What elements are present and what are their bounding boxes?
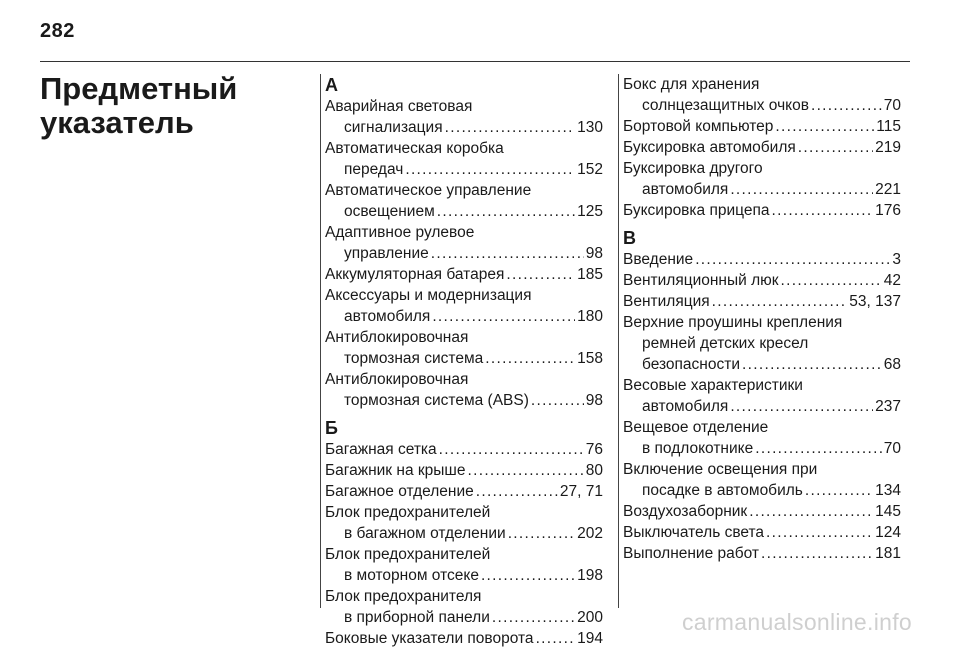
dot-leader: [431, 243, 584, 264]
index-entry-page: 194: [577, 630, 603, 647]
index-entry-label: Боковые указатели поворота: [325, 630, 534, 647]
index-entry: [325, 460, 603, 481]
index-entry: [623, 200, 901, 221]
index-entry: [325, 439, 603, 460]
index-entry-page: 176: [875, 202, 901, 219]
dot-leader: [742, 354, 882, 375]
index-entry-page: 180: [577, 308, 603, 325]
dot-leader: [476, 481, 558, 502]
index-entry-label: Вентиляция: [623, 293, 710, 310]
index-entry-page: 152: [577, 161, 603, 178]
index-entry-label: солнцезащитных очков: [642, 97, 809, 114]
index-entry-label: Багажная сетка: [325, 441, 437, 458]
index-entry-page: 124: [875, 524, 901, 541]
index-entry-label: Буксировка автомобиля: [623, 139, 796, 156]
index-entry-text: Антиблокировочная: [325, 329, 469, 346]
dot-leader: [771, 200, 873, 221]
index-entry-label: передач: [344, 161, 404, 178]
index-entry-text: ремней детских кресел: [642, 335, 809, 352]
dot-leader: [467, 460, 583, 481]
watermark: carmanualsonline.info: [681, 609, 912, 635]
index-entry-label: в багажном отделении: [344, 525, 506, 542]
index-entry-page: 202: [577, 525, 603, 542]
index-entry-page: 115: [876, 118, 901, 135]
index-entry: [325, 201, 603, 222]
index-entry-page: 219: [875, 139, 901, 156]
index-entry-text: Весовые характеристики: [623, 377, 803, 394]
dot-leader: [531, 390, 584, 411]
index-entry-page: 200: [577, 609, 603, 626]
index-column-1: [325, 74, 603, 649]
index-entry: [623, 501, 901, 522]
index-entry-page: 130: [577, 119, 603, 136]
index-entry-page: 42: [883, 272, 901, 289]
index-entry: [623, 270, 901, 291]
dot-leader: [492, 607, 575, 628]
index-entry-page: 181: [875, 545, 901, 562]
index-entry: [325, 306, 603, 327]
dot-leader: [761, 543, 873, 564]
index-entry-label: Вентиляционный люк: [623, 272, 779, 289]
index-entry: [325, 565, 603, 586]
index-entry-label: Выполнение работ: [623, 545, 760, 562]
dot-leader: [805, 480, 873, 501]
index-entry: [623, 116, 901, 137]
index-entry: [325, 523, 603, 544]
index-entry-text: Включение освещения при: [623, 461, 818, 478]
index-entry-page: 70: [883, 440, 901, 457]
index-entry: [325, 117, 603, 138]
dot-leader: [437, 201, 575, 222]
index-entry-text: Блок предохранителя: [325, 588, 482, 605]
index-entry-text: Вещевое отделение: [623, 419, 769, 436]
index-entry-page: 134: [875, 482, 901, 499]
index-entry: [623, 396, 901, 417]
dot-leader: [536, 628, 576, 649]
index-entry-label: автомобиля: [642, 181, 729, 198]
index-entry-text: Верхние проушины крепления: [623, 314, 843, 331]
index-entry: [623, 438, 901, 459]
index-entry: [623, 137, 901, 158]
index-entry-label: автомобиля: [344, 308, 431, 325]
index-entry: [325, 264, 603, 285]
index-entry-page: 76: [585, 441, 603, 458]
dot-leader: [755, 438, 882, 459]
index-entry-label: безопасности: [642, 356, 740, 373]
dot-leader: [508, 523, 575, 544]
index-entry-label: Багажное отделение: [325, 483, 474, 500]
index-entry: [325, 159, 603, 180]
index-entry-text: Аварийная световая: [325, 98, 473, 115]
index-entry-text: Антиблокировочная: [325, 371, 469, 388]
index-entry-page: 237: [875, 398, 901, 415]
index-entry-page: 125: [577, 203, 603, 220]
index-section-letter: А: [325, 75, 338, 95]
index-column-2: [623, 74, 901, 564]
index-entry: [623, 480, 901, 501]
dot-leader: [798, 137, 873, 158]
index-entry: [325, 390, 603, 411]
index-entry-label: Бортовой компьютер: [623, 118, 774, 135]
dot-leader: [811, 95, 882, 116]
index-entry-label: Багажник на крыше: [325, 462, 466, 479]
index-entry: [623, 95, 901, 116]
index-entry-label: Введение: [623, 251, 694, 268]
index-entry-label: посадке в автомобиль: [642, 482, 803, 499]
column-divider-right: [618, 74, 619, 608]
index-entry-page: 80: [585, 462, 603, 479]
dot-leader: [775, 116, 874, 137]
index-entry-page: 70: [883, 97, 901, 114]
dot-leader: [432, 306, 575, 327]
dot-leader: [712, 291, 848, 312]
index-entry-page: 98: [585, 392, 603, 409]
index-entry: [623, 179, 901, 200]
index-entry-page: 27, 71: [559, 483, 603, 500]
dot-leader: [405, 159, 575, 180]
header-rule: [40, 61, 910, 62]
index-entry-text: Буксировка другого: [623, 160, 763, 177]
index-entry-page: 68: [883, 356, 901, 373]
index-entry-label: тормозная система (ABS): [344, 392, 529, 409]
index-entry-label: в моторном отсеке: [344, 567, 479, 584]
index-entry-page: 198: [577, 567, 603, 584]
dot-leader: [445, 117, 576, 138]
index-entry-page: 185: [577, 266, 603, 283]
index-entry: [623, 291, 901, 312]
index-entry: [623, 354, 901, 375]
index-entry-label: сигнализация: [344, 119, 443, 136]
index-entry-label: в подлокотнике: [642, 440, 754, 457]
index-entry-label: автомобиля: [642, 398, 729, 415]
index-entry-label: Выключатель света: [623, 524, 765, 541]
index-entry-page: 53, 137: [849, 293, 901, 310]
index-entry: [325, 607, 603, 628]
index-entry: [325, 243, 603, 264]
index-entry: [325, 481, 603, 502]
dot-leader: [730, 396, 873, 417]
index-entry-page: 98: [585, 245, 603, 262]
index-entry-label: тормозная система: [344, 350, 484, 367]
page-title: Предметный указатель: [40, 71, 238, 140]
dot-leader: [781, 270, 882, 291]
index-entry: [623, 522, 901, 543]
index-entry-text: Автоматическое управление: [325, 182, 532, 199]
index-entry-text: Блок предохранителей: [325, 546, 491, 563]
index-entry-page: 221: [875, 181, 901, 198]
dot-leader: [730, 179, 873, 200]
index-section-letter: Б: [325, 418, 338, 438]
dot-leader: [749, 501, 873, 522]
dot-leader: [766, 522, 873, 543]
page-number: 282: [40, 20, 75, 42]
index-entry-text: Адаптивное рулевое: [325, 224, 475, 241]
index-entry-label: в приборной панели: [344, 609, 490, 626]
index-entry: [623, 249, 901, 270]
index-entry: [325, 348, 603, 369]
index-entry-label: Аккумуляторная батарея: [325, 266, 505, 283]
index-entry-label: освещением: [344, 203, 435, 220]
index-entry-label: Буксировка прицепа: [623, 202, 770, 219]
dot-leader: [695, 249, 890, 270]
index-entry-page: 158: [577, 350, 603, 367]
index-entry-text: Блок предохранителей: [325, 504, 491, 521]
column-divider-left: [320, 74, 321, 608]
dot-leader: [481, 565, 575, 586]
index-entry-text: Автоматическая коробка: [325, 140, 504, 157]
index-entry: [623, 543, 901, 564]
dot-leader: [506, 264, 575, 285]
index-entry-label: управление: [344, 245, 429, 262]
index-entry-text: Бокс для хранения: [623, 76, 760, 93]
index-section-letter: В: [623, 228, 636, 248]
index-entry: [325, 628, 603, 649]
dot-leader: [485, 348, 575, 369]
index-entry-page: 145: [875, 503, 901, 520]
dot-leader: [439, 439, 584, 460]
index-entry-text: Аксессуары и модернизация: [325, 287, 532, 304]
index-entry-label: Воздухозаборник: [623, 503, 748, 520]
index-entry-page: 3: [892, 251, 901, 268]
